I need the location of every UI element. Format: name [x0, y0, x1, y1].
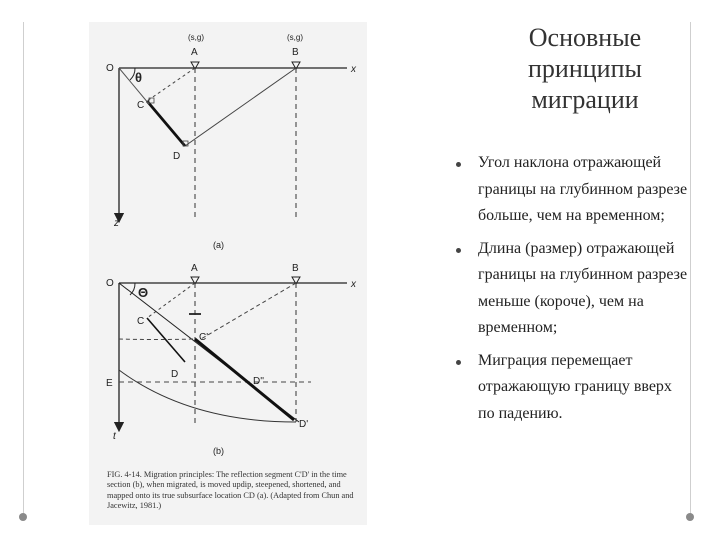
label-d-b: D [171, 369, 179, 380]
label-z: z [114, 218, 119, 229]
migration-figure [89, 22, 367, 525]
label-b-b: B [292, 263, 299, 274]
frame-line-left [23, 22, 24, 514]
label-o: O [106, 63, 114, 74]
slide-title: Основные принципы миграции [528, 23, 642, 114]
label-b: B [292, 47, 299, 58]
label-t: t [113, 431, 116, 442]
label-d-prime: D' [299, 419, 309, 430]
bullet-text: Длина (размер) отражающей границы на глубинном разрезе меньше (короче), чем на временном; [478, 239, 688, 336]
frame-corner-dot-right [686, 513, 694, 521]
bullet-item [452, 236, 690, 342]
label-d-double-prime: D'' [253, 376, 265, 387]
label-c-a: C [137, 100, 145, 111]
bullet-list [452, 150, 690, 433]
reflector-c-prime-d-prime [195, 339, 294, 420]
label-a: A [191, 47, 198, 58]
figure-caption: FIG. 4-14. Migration principles: The reflection segment C'D' in the time section (b), when migrated, is moved updip, steepened, shortened, and mapped onto its true subsurface location CD (a). (Adapted from Chun and Jacewitz, 1981.) [107, 470, 354, 511]
bullet-text: Угол наклона отражающей границы на глубинном разрезе больше, чем на временном; [478, 154, 688, 224]
reflector-cd-b [147, 318, 185, 362]
frame-corner-dot-left [19, 513, 27, 521]
bullet-item [452, 150, 690, 230]
ray-a-to-c-b [147, 283, 195, 318]
frame-line-right [690, 22, 691, 514]
label-x: x [351, 64, 356, 75]
label-c-b: C [137, 316, 145, 327]
ray-a-to-c [147, 68, 195, 101]
bullet-text: Миграция перемещает отражающую границу вверх по падению. [478, 351, 672, 422]
bullet-item [452, 348, 690, 428]
migration-diagram [89, 22, 367, 525]
label-x-b: x [351, 279, 356, 290]
label-e: E [106, 378, 113, 389]
reflector-cd [147, 101, 185, 146]
panel-b-label: (b) [213, 446, 224, 456]
bullet-marker [456, 162, 461, 167]
panel-a [106, 33, 357, 250]
label-sg-b: (s,g) [287, 33, 303, 42]
arc-c [119, 339, 195, 340]
bullet-marker [456, 248, 461, 253]
bullet-marker [456, 360, 461, 365]
label-theta-b: Θ [138, 285, 149, 300]
label-o-b: O [106, 278, 114, 289]
label-theta-a: θ [135, 70, 143, 85]
panel-a-label: (a) [213, 240, 224, 250]
ray-b-to-c-prime [201, 283, 296, 339]
ray-b-to-d [185, 68, 296, 146]
label-a-b: A [191, 263, 198, 274]
panel-b [106, 263, 357, 456]
arc-d [119, 370, 296, 422]
label-c-prime: C' [199, 332, 209, 343]
label-d-a: D [173, 151, 181, 162]
label-sg-a: (s,g) [188, 33, 204, 42]
